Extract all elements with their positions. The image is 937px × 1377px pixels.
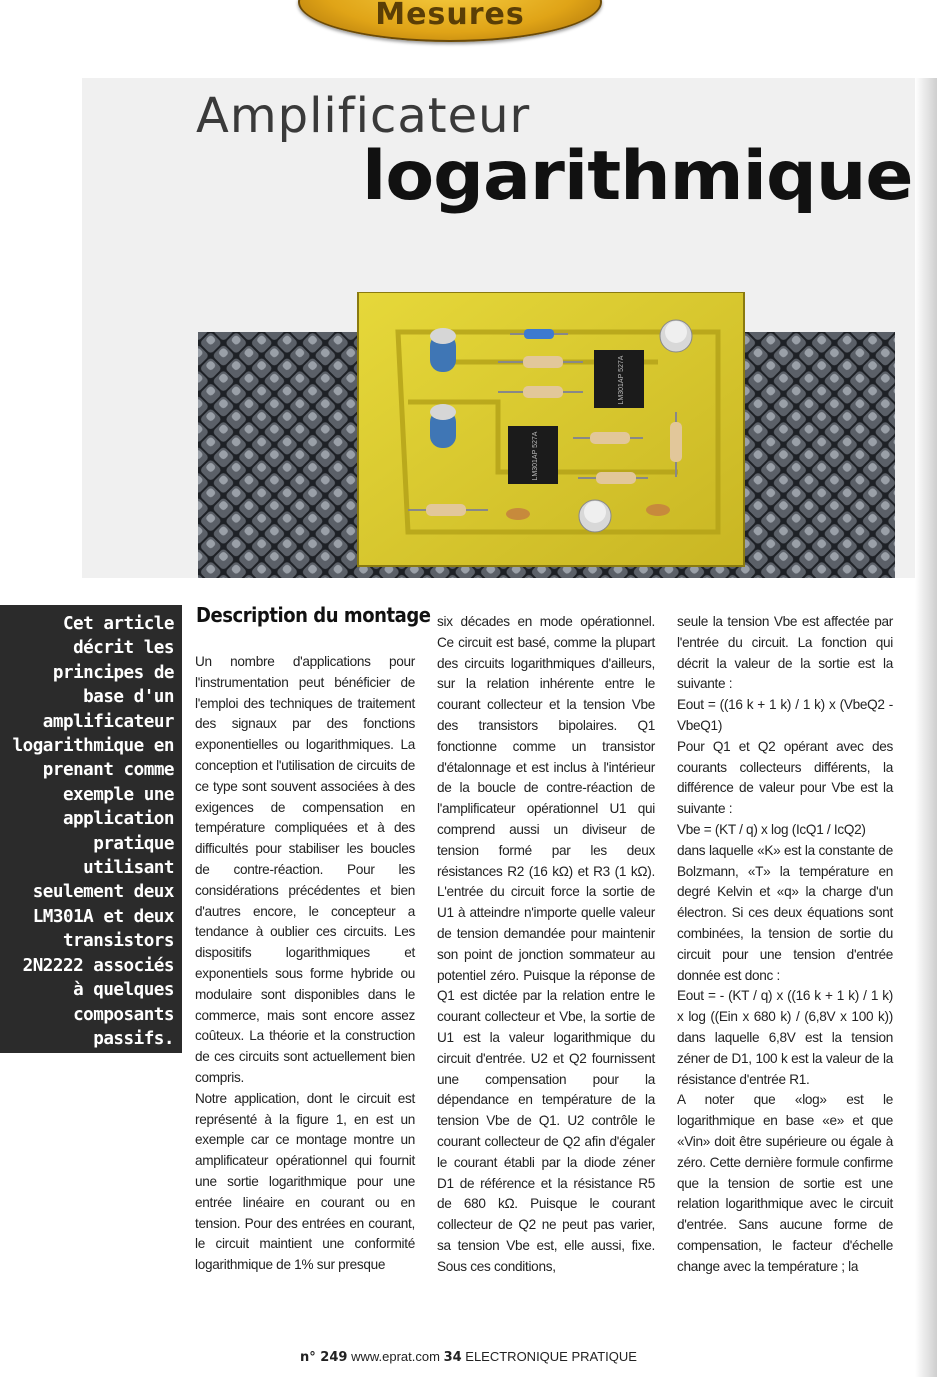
- capacitor-2: [430, 404, 456, 448]
- resistor-4: [596, 472, 636, 484]
- equation: Vbe = (KT / q) x log (IcQ1 / IcQ2): [677, 821, 866, 837]
- transistor-1: [660, 320, 692, 352]
- ic-chip-2: [508, 426, 558, 484]
- issue-number: n° 249: [300, 1350, 348, 1365]
- rubric-badge: [298, 0, 602, 42]
- section-title: Description du montage: [196, 603, 431, 627]
- page-number: 34: [443, 1350, 462, 1365]
- magazine-name: ELECTRONIQUE PRATIQUE: [465, 1349, 637, 1364]
- svg-text:LM301AP 527A: LM301AP 527A: [532, 431, 539, 481]
- column-2: [437, 612, 655, 1278]
- rubric-label: Mesures: [375, 0, 525, 32]
- equation: Eout = - (KT / q) x ((16 k + 1 k) / 1 k) x log ((Ein x 680 k) / (6,8V x 100 k)) dans laquelle 6,8V est la tension zéner de D1, 100 k est la valeur de la résistance d'entrée R1.: [677, 988, 893, 1087]
- ic-chip-1: [594, 350, 644, 408]
- paragraph: six décades en mode opérationnel. Ce circuit est basé, comme la plupart des circuits logarithmiques d'ailleurs, sur la relation inhérente entre le courant collecteur et la tension Vbe des transistors bipolaires. Q1 fonctionne comme un transistor d'étalonnage et est inclus à l'intérieur de la boucle de contre-réaction de l'amplificateur opérationnel U1 qui comprend aussi un diviseur de tension formé par les deux résistances R2 (16 kΩ) et R3 (1 kΩ). L'entrée du circuit force la sortie de U1 à atteindre n'importe quelle valeur de tension demandée pour maintenir son point de jonction sommateur au potentiel zéro. Puisque la réponse de Q1 est dictée par la relation entre le courant collecteur et Vbe, la sortie de U1 est la valeur logarithmique du circuit d'entrée. U2 et Q2 fournissent une compensation pour la dépendance en température de la tension Vbe de Q1. U2 contrôle le courant collecteur de Q2 afin d'égaler le courant établi par la diode zéner D1 de référence et la résistance R5 de 680 kΩ. Puisque le courant collecteur de Q2 ne peut pas varier, sa tension Vbe est, elle aussi, fixe. Sous ces conditions,: [437, 614, 655, 1274]
- paragraph: A noter que «log» est le logarithmique en base «e» et que «Vin» doit être supérieure ou égale à zéro. Cette dernière formule confirme que la tension de sortie est une relation logarithmique avec le circuit d'entrée. Sans aucune forme de compensation, le facteur d'échelle change avec la température ; la: [677, 1092, 893, 1274]
- website: www.eprat.com: [351, 1349, 440, 1364]
- circuit-board-photo: [198, 292, 895, 578]
- column-3: [677, 612, 893, 1278]
- page-footer: [0, 1349, 937, 1365]
- page-edge-shadow: [915, 78, 937, 1377]
- paragraph: Notre application, dont le circuit est représenté à la figure 1, en est un exemple car ce montage montre un amplificateur opérationnel qui fournit une sortie logarithmique pour une entrée linéaire en courant ou en tension. Pour des entrées en courant, le circuit maintient une conformité logarithmique de 1% sur presque: [195, 1090, 415, 1273]
- ceramic-capacitor-1: [506, 508, 530, 520]
- title-line-2: logarithmique: [362, 136, 913, 215]
- ceramic-capacitor-2: [646, 504, 670, 516]
- title-line-1: Amplificateur: [196, 88, 531, 144]
- intro-text: Cet article décrit les principes de base d'un amplificateur logarithmique en prenant comme exemple une application pratique utilisant seulement deux LM301A et deux transistors 2N2222 associés à quelques composants passifs. Quelques applications plus complexes sont ensuite exposées.: [12, 614, 174, 1171]
- svg-text:LM301AP 527A: LM301AP 527A: [618, 355, 625, 405]
- column-1: [195, 652, 415, 1276]
- resistor-6: [670, 422, 682, 462]
- capacitor-1: [430, 328, 456, 372]
- resistor-2: [523, 386, 563, 398]
- resistor-5: [426, 504, 466, 516]
- paragraph: seule la tension Vbe est affectée par l'entrée du circuit. La fonction qui décrit la valeur de la sortie est la suivante :: [677, 614, 893, 692]
- resistor-3: [590, 432, 630, 444]
- diode: [524, 329, 554, 339]
- resistor-1: [523, 356, 563, 368]
- transistor-2: [579, 500, 611, 532]
- equation: Eout = ((16 k + 1 k) / 1 k) x (VbeQ2 - VbeQ1): [677, 697, 893, 733]
- paragraph: dans laquelle «K» est la constante de Bolzmann, «T» la température en degré Kelvin et «q» la charge d'un électron. Si ces deux équations sont combinées, la tension de sortie du circuit pour une tension d'entrée donnée est donc :: [677, 842, 893, 983]
- paragraph: Un nombre d'applications pour l'instrumentation peut bénéficier de l'emploi des techniques de traitement des signaux par des fonctions exponentielles ou logarithmiques. La conception et l'utilisation de circuits de ce type sont souvent associées à des exigences de compensation en température compliquées et à des difficultés pour stabiliser les boucles de contre-réaction. Pour les considérations précédentes et bien d'autres encore, le concepteur a tendance à oublier ces circuits. Les dispositifs logarithmiques et exponentiels sous forme hybride ou modulaire sont disponibles dans le commerce, mais sont encore assez coûteux. La théorie et la construction de ces circuits sont actuellement bien compris.: [195, 654, 415, 1085]
- paragraph: Pour Q1 et Q2 opérant avec des courants collecteurs différents, la différence de valeur pour Vbe est la suivante :: [677, 738, 893, 817]
